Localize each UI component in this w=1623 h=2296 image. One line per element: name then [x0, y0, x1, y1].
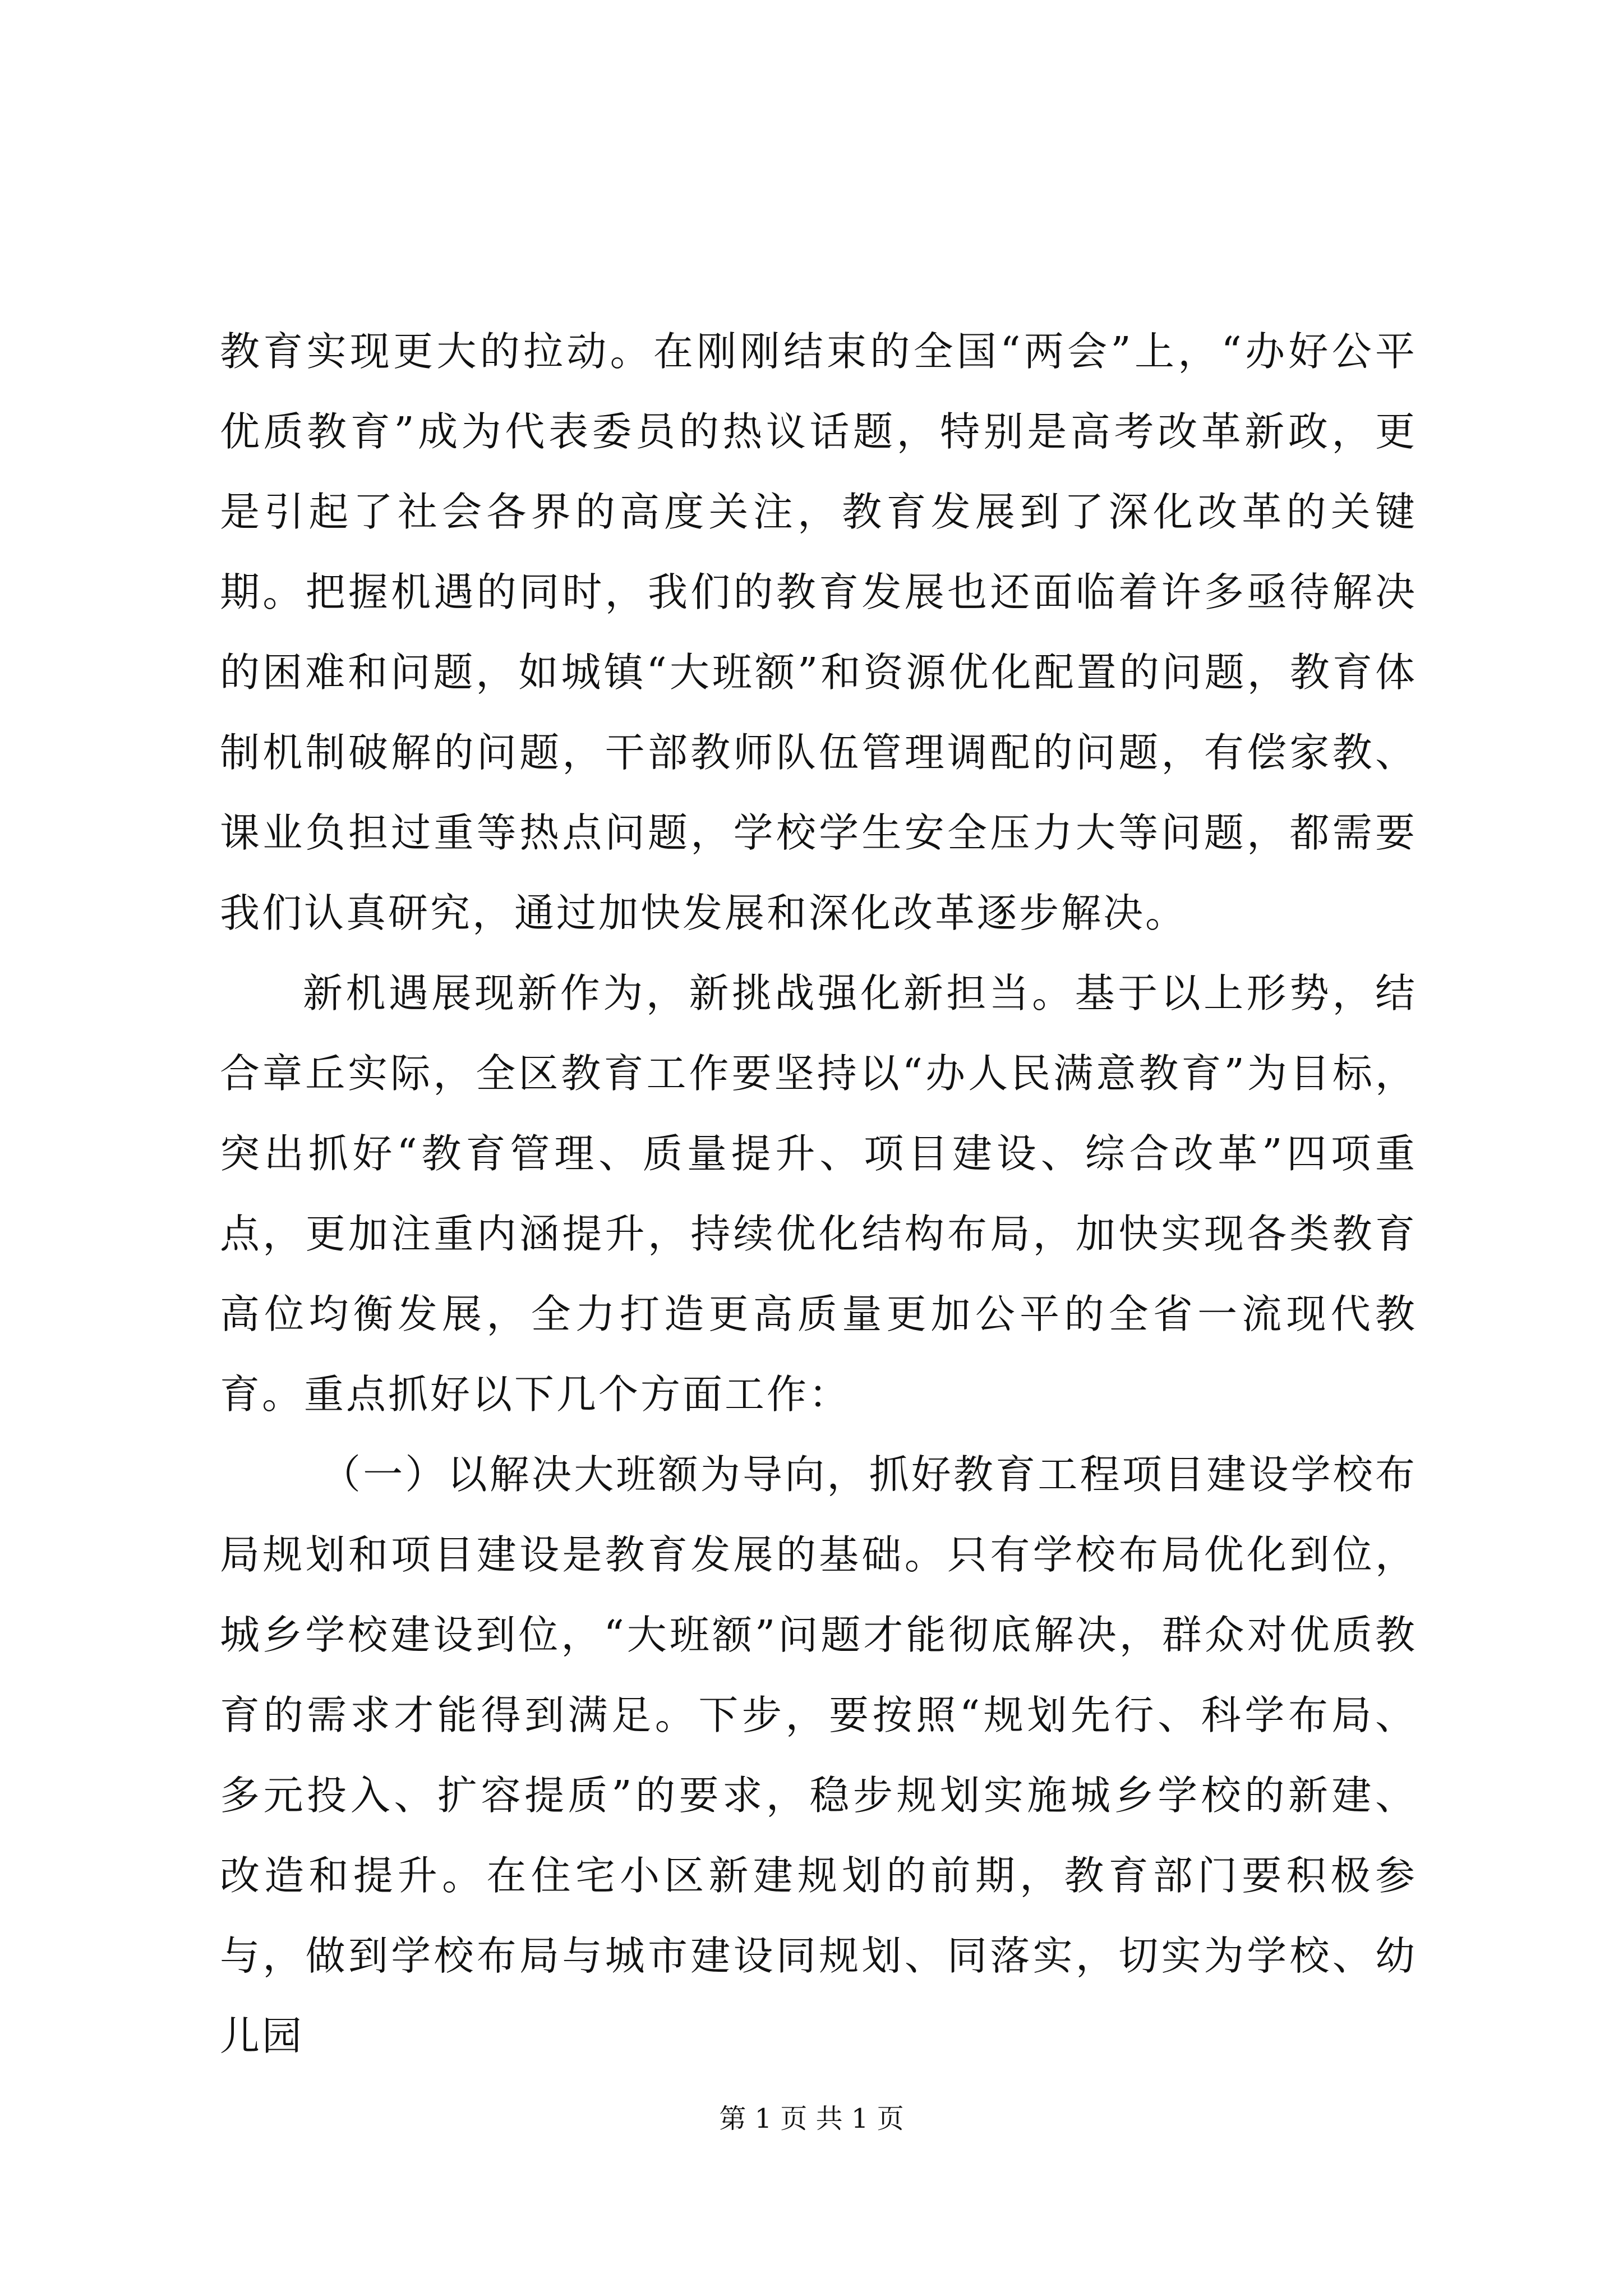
- page-footer: 第 1 页 共 1 页: [719, 2103, 904, 2134]
- document-body: [220, 311, 1417, 2076]
- paragraph-new-opportunities: 新机遇展现新作为，新挑战强化新担当。基于以上形势，结合章丘实际，全区教育工作要坚持以“办人民满意教育”为目标，突出抓好“教育管理、质量提升、项目建设、综合改革”四项重点，更加注重内涵提升，持续优化结构布局，加快实现各类教育高位均衡发展，全力打造更高质量更加公平的全省一流现代教育。重点抓好以下几个方面工作：: [220, 970, 1417, 1418]
- paragraph-continuation: 教育实现更大的拉动。在刚刚结束的全国“两会”上，“办好公平优质教育”成为代表委员的热议话题，特别是高考改革新政，更是引起了社会各界的高度关注，教育发展到了深化改革的关键期。把握机遇的同时，我们的教育发展也还面临着许多亟待解决的困难和问题，如城镇“大班额”和资源优化配置的问题，教育体制机制破解的问题，干部教师队伍管理调配的问题，有偿家教、课业负担过重等热点问题，学校学生安全压力大等问题，都需要我们认真研究，通过加快发展和深化改革逐步解决。: [220, 328, 1417, 936]
- paragraph-section-one: （一）以解决大班额为导向，抓好教育工程项目建设学校布局规划和项目建设是教育发展的基础。只有学校布局优化到位，城乡学校建设到位，“大班额”问题才能彻底解决，群众对优质教育的需求才能得到满足。下步，要按照“规划先行、科学布局、多元投入、扩容提质”的要求，稳步规划实施城乡学校的新建、改造和提升。在住宅小区新建规划的前期，教育部门要积极参与，做到学校布局与城市建设同规划、同落实，切实为学校、幼儿园: [220, 1451, 1417, 2059]
